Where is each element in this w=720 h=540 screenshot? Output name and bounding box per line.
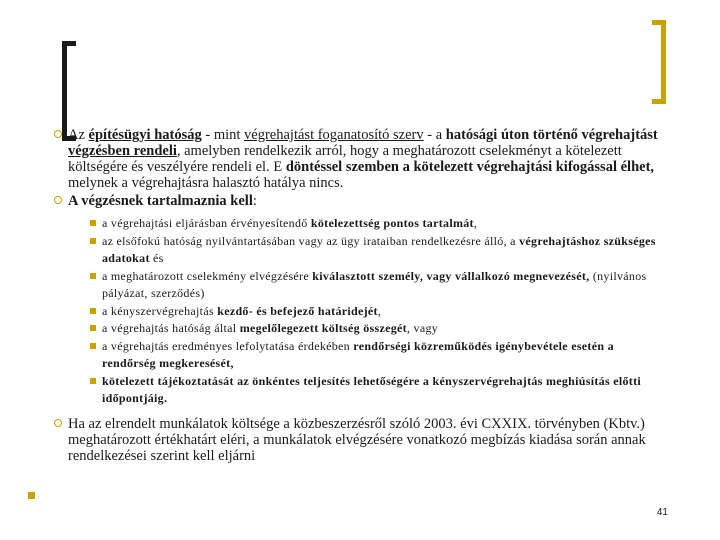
text-segment: - mint [201, 127, 245, 143]
item-text: , [473, 216, 478, 230]
square-bullet-icon [90, 308, 96, 314]
text-segment-underline: végrehajtást foganatosító szerv [244, 127, 424, 143]
item-text: a végrehajtás hatóság által [102, 321, 240, 335]
paragraph-public-procurement [48, 416, 668, 464]
ring-bullet-icon [54, 419, 62, 427]
right-bracket-decoration [652, 20, 666, 104]
item-text: és [149, 251, 164, 265]
text-segment-bold: A végzésnek tartalmaznia kell [68, 193, 253, 209]
text-segment-bold-underline: építésügyi hatóság [88, 127, 202, 143]
item-text: (nyilvános pályázat, szerződés) [102, 268, 647, 300]
item-text-bold: kiválasztott személy, vagy vállalkozó megnevezését, [312, 268, 590, 283]
text-segment-bold: döntéssel szemben a kötelezett végrehajtási kifogással élhet, [285, 159, 655, 175]
square-bullet-icon [28, 492, 35, 499]
slide-content [48, 127, 668, 464]
list-item [90, 373, 668, 408]
text-segment-bold: hatósági úton történő végrehajtást [445, 127, 658, 143]
item-text-bold: kötelezettség pontos tartalmát [310, 216, 474, 230]
text-segment: - a [423, 127, 446, 143]
ring-bullet-icon [54, 130, 62, 138]
ring-bullet-icon [54, 196, 62, 204]
square-bullet-icon [90, 378, 96, 384]
item-text-bold: kezdő- és befejező határidejét [217, 303, 378, 318]
item-text: az elsőfokú hatóság nyilvántartásában vagy az ügy irataiban rendelkezésre álló, a [102, 233, 520, 248]
left-bracket-decoration [62, 41, 76, 141]
text-segment: Az [68, 127, 89, 143]
item-text-bold: megelőlegezett költség összegét [239, 321, 407, 335]
text-segment: melynek a végrehajtásra halasztó hatálya nincs. [68, 175, 344, 191]
item-text: a kényszervégrehajtás [102, 303, 218, 318]
item-text-bold: végrehajtáshoz szükséges adatokat [102, 233, 656, 265]
square-bullet-icon [90, 325, 96, 331]
item-text: , [377, 303, 382, 318]
square-bullet-icon [90, 273, 96, 279]
paragraph-authority [48, 127, 668, 191]
text-segment: Ha az elrendelt munkálatok költsége a közbeszerzésről szóló 2003. évi CXXIX. törvényben (Kbtv.) meghatározott értékhatárt eléri, a munkálatok elvégzésére vonatkozó megbízás kiadása során annak rendelkezései szerint kell eljárni [68, 415, 646, 464]
list-item [90, 215, 668, 233]
list-item [90, 338, 668, 373]
list-item [90, 320, 668, 338]
required-contents-list [48, 215, 668, 408]
text-segment: , amelyben rendelkezik arról, hogy a meghatározott cselekményt a kötelezett költségére és veszélyére rendeli el. E [68, 143, 622, 175]
square-bullet-icon [90, 238, 96, 244]
item-text: a meghatározott cselekmény elvégzésére [102, 268, 313, 283]
list-item [90, 233, 668, 268]
item-text: a végrehajtási eljárásban érvényesítendő [102, 216, 311, 230]
square-bullet-icon [90, 220, 96, 226]
text-segment-bold-underline: végzésben rendeli [68, 143, 177, 159]
item-text-bold: kötelezett tájékoztatását az önkéntes teljesítés lehetőségére a kényszervégrehajtás meghiúsítás előtti időpontjáig. [102, 373, 642, 405]
item-text-bold: rendőrségi közreműködés igénybevétele esetén a rendőrség megkeresését, [102, 338, 614, 370]
item-text: , vagy [406, 321, 439, 335]
page-number: 41 [656, 507, 668, 518]
list-item [90, 268, 668, 303]
square-bullet-icon [90, 343, 96, 349]
item-text: a végrehajtás eredményes lefolytatása érdekében [102, 338, 354, 353]
text-segment: : [252, 193, 257, 209]
list-item [90, 303, 668, 321]
paragraph-required-contents [48, 193, 668, 209]
